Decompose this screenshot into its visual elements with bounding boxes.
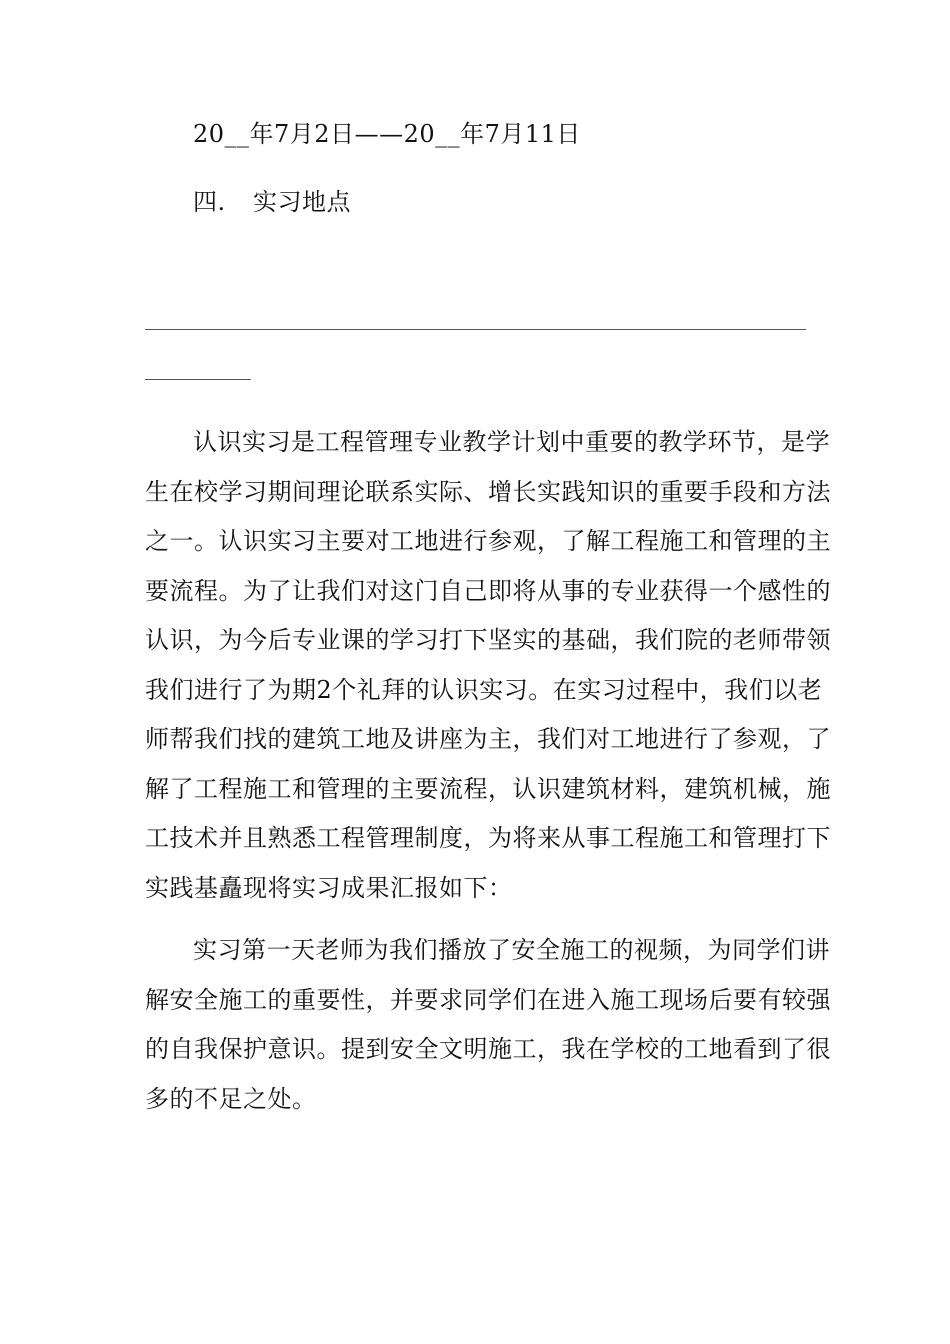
paragraph-line: 要流程。为了让我们对这门自己即将从事的专业获得一个感性的: [145, 576, 831, 605]
fill-in-blank-line-continuation: [145, 379, 251, 380]
paragraph-line: 我们进行了为期2个礼拜的认识实习。在实习过程中，我们以老: [145, 675, 823, 704]
paragraph-line: 的自我保护意识。提到安全文明施工，我在学校的工地看到了很: [145, 1035, 831, 1063]
fill-in-blank-line: [145, 329, 806, 330]
paragraph-internship-overview: [145, 418, 831, 913]
section-heading-location: [193, 186, 351, 218]
paragraph-line: 实习第一天老师为我们播放了安全施工的视频，为同学们讲: [193, 936, 830, 964]
paragraph-line: 多的不足之处。: [145, 1084, 317, 1113]
paragraph-line: 解了工程施工和管理的主要流程，认识建筑材料，建筑机械，施: [145, 774, 831, 803]
paragraph-line: 工技术并且熟悉工程管理制度，为将来从事工程施工和管理打下: [145, 824, 831, 852]
paragraph-line: 认识实习是工程管理专业教学计划中重要的教学环节，是学: [193, 428, 830, 456]
section-number: 四.: [193, 188, 226, 216]
paragraph-line: 生在校学习期间理论联系实际、增长实践知识的重要手段和方法: [145, 477, 831, 506]
paragraph-line: 实践基矗现将实习成果汇报如下：: [145, 873, 513, 902]
section-title: 实习地点: [253, 188, 351, 216]
paragraph-line: 之一。认识实习主要对工地进行参观，了解工程施工和管理的主: [145, 527, 831, 555]
internship-date-range: 20__年7月2日——20__年7月11日: [193, 120, 581, 148]
paragraph-line: 认识，为今后专业课的学习打下坚实的基础，我们院的老师带领: [145, 626, 831, 654]
paragraph-line: 师帮我们找的建筑工地及讲座为主，我们对工地进行了参观，了: [145, 725, 831, 753]
paragraph-day-one: [145, 926, 831, 1124]
paragraph-line: 解安全施工的重要性，并要求同学们在进入施工现场后要有较强: [145, 985, 831, 1014]
